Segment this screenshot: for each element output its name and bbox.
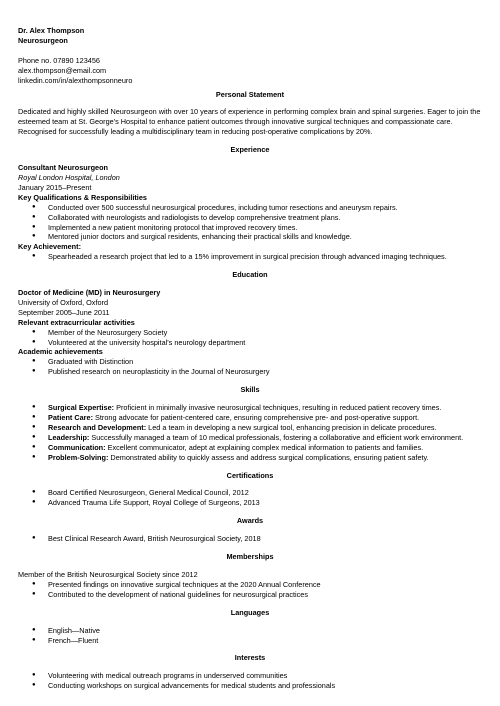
section-heading: Education xyxy=(232,270,268,280)
subheading: Relevant extracurricular activities xyxy=(18,317,135,327)
skill-text: Proficient in minimally invasive neurosurgical techniques, resulting in reduced patient recovery times. xyxy=(114,403,442,413)
list-item: ● Conducted over 500 successful neurosurgical procedures, including tumor resections and aneurysm repairs. xyxy=(18,203,482,213)
skill-label: Research and Development: xyxy=(48,422,147,432)
section-heading: Certifications xyxy=(226,470,274,480)
subheading: Academic achievements xyxy=(18,347,103,357)
job-dates: January 2015–Present xyxy=(18,182,92,192)
skill-label: Problem-Solving: xyxy=(48,452,109,462)
memberships-section xyxy=(18,552,482,600)
list-item xyxy=(18,433,482,443)
list-item: ● Volunteered at the university hospital's neurology department xyxy=(18,338,482,348)
bullet-list xyxy=(18,626,482,646)
skill-text: Led a team in developing a new surgical tool, enhancing precision in delicate procedures. xyxy=(146,422,437,432)
list-item: ● Volunteering with medical outreach programs in underserved communities xyxy=(18,671,482,681)
list-item: ● Mentored junior doctors and surgical residents, enhancing their practical skills and knowledge. xyxy=(18,232,482,242)
skill-label: Patient Care: xyxy=(48,413,94,422)
list-item: ● Board Certified Neurosurgeon, General Medical Council, 2012 xyxy=(18,488,482,498)
list-item: ● Contributed to the development of national guidelines for neurosurgical practices xyxy=(18,590,482,600)
list-item: ● Member of the Neurosurgery Society xyxy=(18,328,482,338)
subheading: Key Achievement: xyxy=(18,242,81,252)
employer: Royal London Hospital, London xyxy=(18,172,120,182)
section-heading: Languages xyxy=(230,607,270,617)
languages-section xyxy=(18,608,482,646)
skill-label: Surgical Expertise: xyxy=(48,403,115,413)
skill-text: Excellent communicator, adept at explaining complex medical information to patients and families. xyxy=(105,442,424,452)
bullet-list xyxy=(18,671,482,691)
contact-info xyxy=(18,56,482,86)
list-item: ● French—Fluent xyxy=(18,636,482,646)
bullet-list xyxy=(18,580,482,600)
list-item: ● Presented findings on innovative surgical techniques at the 2020 Annual Conference xyxy=(18,580,482,590)
skills-section xyxy=(18,385,482,462)
list-item: ● Advanced Trauma Life Support, Royal College of Surgeons, 2013 xyxy=(18,498,482,508)
list-item xyxy=(18,453,482,463)
bullet-list xyxy=(18,252,482,262)
section-heading: Personal Statement xyxy=(215,89,285,99)
section-heading: Memberships xyxy=(226,552,274,562)
list-item: ● Spearheaded a research project that led to a 15% improvement in surgical precision through advanced imaging techniques. xyxy=(18,252,482,262)
candidate-name: Dr. Alex Thompson xyxy=(18,26,85,35)
experience-section xyxy=(18,145,482,262)
section-heading: Interests xyxy=(234,653,266,663)
bullet-list xyxy=(18,488,482,508)
list-item: ● English—Native xyxy=(18,626,482,636)
section-heading: Skills xyxy=(240,385,260,395)
phone-number: Phone no. 07890 123456 xyxy=(18,55,100,65)
skill-text: Strong advocate for patient-centered care, ensuring comprehensive pre- and post-operative support. xyxy=(93,413,420,422)
skill-text: Successfully managed a team of 10 medical professionals, fostering a collaborative and efficient work environment. xyxy=(89,432,464,442)
awards-section xyxy=(18,516,482,544)
interests-section xyxy=(18,653,482,691)
subheading: Key Qualifications & Responsibilities xyxy=(18,192,147,202)
list-item: ● Published research on neuroplasticity in the Journal of Neurosurgery xyxy=(18,367,482,377)
list-item xyxy=(18,413,482,423)
candidate-title: Neurosurgeon xyxy=(18,35,68,45)
list-item: ● Graduated with Distinction xyxy=(18,357,482,367)
list-item: ● Collaborated with neurologists and radiologists to develop comprehensive treatment plans. xyxy=(18,213,482,223)
bullet-list xyxy=(18,403,482,462)
list-item xyxy=(18,443,482,453)
bullet-list xyxy=(18,534,482,544)
bullet-list xyxy=(18,357,482,377)
bullet-list xyxy=(18,328,482,348)
bullet-list xyxy=(18,203,482,243)
list-item: ● Conducting workshops on surgical advancements for medical students and professionals xyxy=(18,681,482,691)
resume-header xyxy=(18,26,482,86)
email-address: alex.thompson@email.com xyxy=(18,65,107,75)
list-item xyxy=(18,403,482,413)
education-section xyxy=(18,270,482,377)
school: University of Oxford, Oxford xyxy=(18,297,109,307)
personal-statement-text: Dedicated and highly skilled Neurosurgeon with over 10 years of experience in performing complex brain and spinal surgeries. Eager to join the esteemed team at St. George's Hospital to enhance patient outcomes through innovative surgical techniques and compassionate care. Recognised for successfully leading a multidisciplinary team in reducing post-operative complications by 20%. xyxy=(18,107,481,137)
list-item: ● Best Clinical Research Award, British Neurosurgical Society, 2018 xyxy=(18,534,482,544)
section-heading: Experience xyxy=(230,145,270,155)
membership-intro: Member of the British Neurosurgical Society since 2012 xyxy=(18,569,198,579)
job-title: Consultant Neurosurgeon xyxy=(18,163,108,173)
degree: Doctor of Medicine (MD) in Neurosurgery xyxy=(18,288,161,298)
education-dates: September 2005–June 2011 xyxy=(18,307,110,317)
skill-label: Leadership: xyxy=(48,432,90,442)
skill-label: Communication: xyxy=(48,442,106,452)
personal-statement-section xyxy=(18,90,482,138)
list-item xyxy=(18,423,482,433)
skill-text: Demonstrated ability to quickly assess and address surgical complications, ensuring patient safety. xyxy=(108,452,429,462)
section-heading: Awards xyxy=(236,516,264,526)
certifications-section xyxy=(18,471,482,509)
list-item: ● Implemented a new patient monitoring protocol that improved recovery times. xyxy=(18,223,482,233)
linkedin-url: linkedin.com/in/alexthompsonneuro xyxy=(18,75,133,85)
